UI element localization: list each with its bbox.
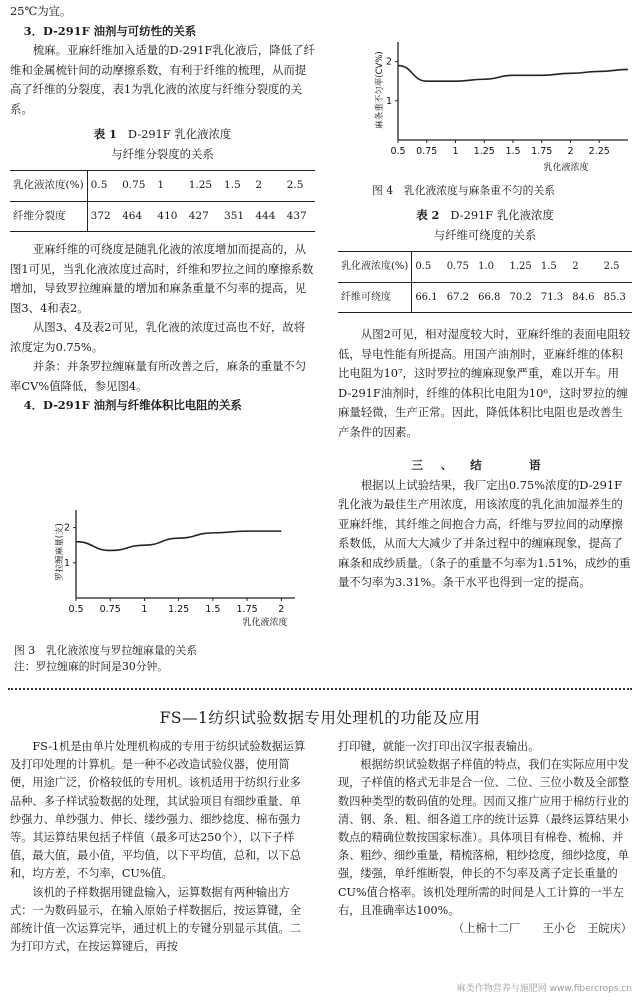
table-cell: 351 xyxy=(221,201,252,232)
table-cell: 444 xyxy=(252,201,283,232)
table-cell: 2 xyxy=(252,171,283,202)
figure-3 xyxy=(10,502,310,652)
x-tick-label: 1.5 xyxy=(505,146,521,157)
article-separator xyxy=(8,688,632,690)
table-cell: 372 xyxy=(87,201,119,232)
figure-3-caption: 图 3 乳化液浓度与罗拉缠麻量的关系 xyxy=(14,644,198,657)
y-axis-label: 麻条重不匀率(CV%) xyxy=(375,51,385,129)
table-1 xyxy=(10,170,315,232)
table-cell: 1.5 xyxy=(538,252,569,283)
table-2-title-1: D-291F 乳化液浓度 xyxy=(450,208,554,222)
table-2-row1-label: 乳化液浓度(%) xyxy=(338,252,412,283)
left-column xyxy=(10,2,315,416)
table-cell: 0.75 xyxy=(119,171,154,202)
table-cell: 2.5 xyxy=(601,252,632,283)
y-axis-label: 罗拉缠麻量(支) xyxy=(55,523,65,581)
figure-3-note: 注：罗拉缠麻的时间是30分钟。 xyxy=(14,660,169,673)
table-1-row2-label: 纤维分裂度 xyxy=(10,201,87,232)
left-paragraph-1: 梳麻。亚麻纤维加入适量的D-291F乳化液后，降低了纤维和金属梳针间的动摩擦系数，有利于纤维的梳理，从而提高了纤维的分裂度，表1为乳化液的浓度与纤维分裂度的关系。 xyxy=(10,43,315,116)
x-tick-label: 1.75 xyxy=(236,604,258,615)
table-cell: 427 xyxy=(186,201,221,232)
x-tick-label: 1.75 xyxy=(531,146,553,157)
table-cell: 0.5 xyxy=(87,171,119,202)
article-2-left-paragraph-2: 该机的子样数据用键盘输入，运算数据有两种输出方式：一为数码显示，在输入原始子样数据后，按运算键，全部统计值一次运算完毕，通过机上的专键分别显示其值。二为打印方式，在按运算键后，再按 xyxy=(10,885,301,954)
article-2-right-column xyxy=(338,738,632,938)
x-tick-label: 1 xyxy=(452,146,459,157)
table-1-title-2: 与纤维分裂度的关系 xyxy=(111,146,214,161)
table-cell: 84.6 xyxy=(569,282,600,313)
article-2-title: FS—1纺织试验数据专用处理机的功能及应用 xyxy=(159,709,481,727)
x-tick-label: 2 xyxy=(567,146,574,157)
x-axis-label: 乳化液浓度 xyxy=(242,618,288,628)
right-paragraph-5: 从图2可见，相对湿度较大时，亚麻纤维的表面电阻较低，导电性能有所提高。用国产油剂时，亚麻纤维的体积比电阻为10⁷，这时罗拉的缠麻现象严重，难以开车。用D-291F油剂时，纤维的体积比电阻为10⁶，这时罗拉的缠麻量轻微，生产正常。因此，降低体积比电阻也是改善生产条件的因素。 xyxy=(338,327,631,439)
table-row xyxy=(338,252,632,283)
table-1-row1-label: 乳化液浓度(%) xyxy=(10,171,87,202)
watermark: 麻类作物营养与施肥网 www.fibercrops.cn xyxy=(456,984,632,994)
table-cell: 67.2 xyxy=(444,282,475,313)
left-paragraph-2: 亚麻纤维的可绕度是随乳化液的浓度增加而提高的，从图1可见，当乳化液浓度过高时，纤维和罗拉之间的摩擦系数增加，导致罗拉缠麻量的增加和麻条重量不匀率的提高，见图3、4和表2。 xyxy=(10,242,314,315)
table-cell: 71.3 xyxy=(538,282,569,313)
article-2-right-paragraph-2: 根据纺织试验数据子样值的特点，我们在实际应用中发现，子样值的格式无非是合一位、二位、三位小数及全部整数四种类型的数码值的处理。因而又推广应用于棉纺行业的清、钢、条、粗、细各道工序的统计运算（最终运算结果小数点的精确位数按国家标准）。具体项目有棉卷、梳棉、并条、粗纱、细纱重量，精梳落棉，粗纱捻度，细纱捻度，单强，缕强，单纤维断裂，伸长的不匀率及离子定长重量的CU%值合格率。该机处理所需的时间是人工计算的一半左右，且准确率达100%。 xyxy=(338,758,629,917)
table-cell: 1 xyxy=(154,171,185,202)
article-2-left-column xyxy=(10,738,310,956)
x-tick-label: 0.75 xyxy=(99,604,121,615)
table-cell: 66.1 xyxy=(412,282,444,313)
series-line xyxy=(398,66,628,82)
left-paragraph-3: 从图3、4及表2可见，乳化液的浓度过高也不好，故将浓度定为0.75%。 xyxy=(10,320,306,354)
table-1-title-1: D-291F 乳化液浓度 xyxy=(127,127,232,141)
article-2-right-paragraph-1: 打印键，就能一次打印出汉字报表输出。 xyxy=(338,740,540,753)
table-cell: 70.2 xyxy=(506,282,537,313)
table-2-row2-label: 纤维可绕度 xyxy=(338,282,412,313)
y-tick-label: 2 xyxy=(63,522,70,534)
table-cell: 2.5 xyxy=(284,171,315,202)
table-row xyxy=(10,171,315,202)
left-paragraph-0: 25℃为宜。 xyxy=(10,4,72,18)
table-1-caption xyxy=(10,125,315,164)
table-cell: 66.8 xyxy=(475,282,506,313)
y-tick-label: 2 xyxy=(385,56,392,68)
section-3-heading: 3．D-291F 油剂与可纺性的关系 xyxy=(23,23,197,38)
figure-4 xyxy=(336,34,636,174)
article-2-left-paragraph-1: FS-1机是由单片处理机构成的专用于纺织试验数据运算及打印处理的计算机。是一种不必改造试验仪器，使用简便，用途广泛，价格较低的专用机。该机适用于纺织行业多品种、多子样试验数据的处理，其试验项目有细纱重量、单纱强力、单纱强力、伸长、缕纱强力、细纱捻度、棉布强力等。其运算结果包括子样值（最多可达250个），以下子样值，最大值，最小值，平均值，以下平均值，总和，以下总和，均方差，不匀率，CU%值。 xyxy=(10,740,306,881)
table-cell: 1.0 xyxy=(475,252,506,283)
table-1-number: 表 1 xyxy=(93,127,117,141)
x-tick-label: 1.25 xyxy=(473,146,495,157)
y-tick-label: 1 xyxy=(63,557,70,569)
table-2-number: 表 2 xyxy=(416,208,440,222)
left-paragraph-4: 并条：并条罗拉缠麻量有所改善之后，麻条的重量不匀率CV%值降低，参见图4。 xyxy=(10,359,307,393)
figure-3-caption-block xyxy=(14,643,314,675)
section-4-heading: 4．D-291F 油剂与纤维体积比电阻的关系 xyxy=(23,398,242,412)
table-cell: 464 xyxy=(119,201,154,232)
table-2-title-2: 与纤维可绕度的关系 xyxy=(433,227,537,242)
conclusion-heading: 三、结 语 xyxy=(411,458,559,472)
table-row xyxy=(10,201,315,232)
series-line xyxy=(76,531,281,550)
table-cell: 437 xyxy=(284,201,315,232)
x-tick-label: 0.5 xyxy=(390,146,406,157)
figure-4-chart xyxy=(336,34,636,174)
table-cell: 0.75 xyxy=(444,252,475,283)
x-tick-label: 2.25 xyxy=(588,146,610,157)
x-tick-label: 1.25 xyxy=(168,604,190,615)
table-cell: 1.25 xyxy=(506,252,537,283)
figure-4-caption: 图 4 乳化液浓度与麻条重不匀的关系 xyxy=(372,184,556,197)
right-column xyxy=(338,206,632,593)
table-2 xyxy=(338,251,632,313)
table-cell: 1.5 xyxy=(221,171,252,202)
x-tick-label: 1 xyxy=(141,604,148,615)
x-tick-label: 0.75 xyxy=(416,146,438,157)
x-tick-label: 1.5 xyxy=(205,604,221,615)
figure-3-chart xyxy=(10,502,310,628)
right-paragraph-6: 根据以上试验结果，我厂定出0.75%浓度的D-291F乳化液为最佳生产用浓度，用该浓度的乳化油加湿养生的亚麻纤维，其纤维之间抱合力高，纤维与罗拉间的动摩擦系数低，从而大大减少了并条过程中的缠麻现象，提高了麻条和成纱质量。（条子的重量不匀率为1.51%，成纱的重量不匀率为3.31%。条干水平也得到一定的提高。 xyxy=(338,477,631,589)
table-cell: 1.25 xyxy=(186,171,221,202)
article-2-author: （上棉十二厂 王小仑 王皖庆） xyxy=(452,922,632,936)
table-cell: 85.3 xyxy=(601,282,632,313)
table-cell: 2 xyxy=(569,252,600,283)
x-tick-label: 0.5 xyxy=(68,604,84,615)
figure-4-caption-block xyxy=(372,183,632,199)
y-tick-label: 1 xyxy=(385,95,392,107)
x-axis-label: 乳化液浓度 xyxy=(543,163,589,173)
table-2-caption xyxy=(338,206,632,245)
table-cell: 0.5 xyxy=(412,252,444,283)
x-tick-label: 2 xyxy=(278,604,285,615)
table-cell: 410 xyxy=(154,201,185,232)
table-row xyxy=(338,282,632,313)
